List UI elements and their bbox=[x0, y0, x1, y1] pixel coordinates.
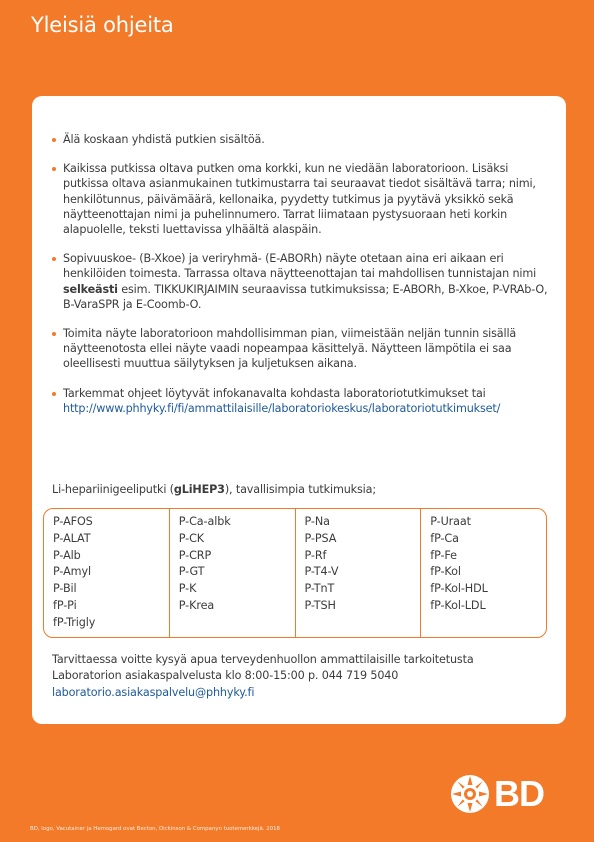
instructions-card bbox=[32, 96, 566, 724]
test-item: P-CK bbox=[178, 531, 205, 545]
test-item: fP-Ca bbox=[430, 531, 459, 545]
test-item: fP-Kol bbox=[430, 565, 461, 579]
laboratory-tests-link[interactable]: http://www.phhyky.fi/fi/ammattilaisille/laboratoriokeskus/laboratoriotutkimukset/ bbox=[63, 401, 501, 415]
emphasis-text: selkeästi bbox=[63, 282, 118, 296]
tests-column bbox=[170, 509, 296, 637]
tests-table bbox=[43, 508, 547, 638]
trademark-footnote: BD, logo, Vacutainer ja Hemogard ovat Becton, Dickinson & Companyn tuotemerkkejä. 2018 bbox=[30, 826, 280, 832]
test-item: P-K bbox=[178, 582, 197, 596]
contact-line: Laboratorion asiakaspalvelusta klo 8:00-15:00 p. 044 719 5040 bbox=[52, 669, 399, 683]
page-title: Yleisiä ohjeita bbox=[31, 13, 174, 37]
test-item: P-Amyl bbox=[53, 565, 91, 579]
contact-info bbox=[52, 652, 552, 701]
test-item: fP-Kol-HDL bbox=[430, 582, 488, 596]
test-item: P-Uraat bbox=[430, 515, 471, 528]
list-item: Älä koskaan yhdistä putkien sisältöä. bbox=[51, 132, 551, 147]
tests-column bbox=[296, 509, 422, 637]
test-item: P-Bil bbox=[53, 582, 77, 596]
bd-logo bbox=[450, 772, 544, 816]
contact-line: Tarvittaessa voitte kysyä apua terveydenhuollon ammattilaisille tarkoitetusta bbox=[52, 653, 474, 666]
test-item: fP-Kol-LDL bbox=[430, 598, 486, 612]
bd-starburst-icon bbox=[450, 774, 490, 814]
instructions-list bbox=[51, 132, 551, 430]
test-item: P-TSH bbox=[304, 598, 336, 612]
test-item: P-CRP bbox=[178, 548, 212, 562]
test-item: fP-Fe bbox=[430, 548, 457, 562]
list-item: Kaikissa putkissa oltava putken oma korkki, kun ne viedään laboratorioon. Lisäksi putkissa oltava asianmukainen tutkimustarra tai seuraavat tiedot sisältävä tarra; nimi, henkilötunnus, päivämäärä, kellonaika, pyydetty tutkimus ja pyytävä yksikkö sekä näytteenottajan nimi ja puhelinnumero. Tarrat liimataan pystysuoraan heti korkin alapuolelle, teksti luettavissa ylhäältä alaspäin. bbox=[51, 161, 551, 237]
test-item: P-GT bbox=[178, 565, 205, 579]
test-item: P-ALAT bbox=[53, 531, 91, 545]
tests-column bbox=[421, 509, 546, 637]
test-item: P-Ca-albk bbox=[178, 515, 231, 528]
test-item: P-AFOS bbox=[53, 515, 93, 528]
test-item: P-PSA bbox=[304, 531, 337, 545]
test-item: P-Rf bbox=[304, 548, 327, 562]
logo-text: BD bbox=[494, 773, 544, 814]
test-item: P-Krea bbox=[178, 598, 215, 612]
test-item: P-TnT bbox=[304, 582, 335, 596]
test-item: P-T4-V bbox=[304, 565, 339, 579]
test-item: fP-Pi bbox=[53, 598, 77, 612]
test-item: P-Alb bbox=[53, 548, 81, 562]
list-item: Sopivuuskoe- (B-Xkoe) ja veriryhmä- (E-ABORh) näyte otetaan aina eri aikaan eri henkilöiden toimesta. Tarrassa oltava näytteenottajan tai mahdollisen tunnistajan nimi selkeästi esim. TIKKUKIRJAIMIN seuraavissa tutkimuksissa; E-ABORh, B-Xkoe, P-VRAb-O, B-VaraSPR ja E-Coomb-O. bbox=[51, 251, 551, 312]
tests-heading: Li-hepariinigeeliputki (gLiHEP3), tavallisimpia tutkimuksia; bbox=[52, 483, 376, 496]
list-item: Tarkemmat ohjeet löytyvät infokanavalta kohdasta laboratoriotutkimukset tai http://www.phhyky.fi/fi/ammattilaisille/laboratoriokeskus/laboratoriotutkimukset/ bbox=[51, 386, 551, 416]
test-item: P-Na bbox=[304, 515, 330, 528]
contact-email-link[interactable]: laboratorio.asiakaspalvelu@phhyky.fi bbox=[52, 685, 255, 699]
list-item: Toimita näyte laboratorioon mahdollisimman pian, viimeistään neljän tunnin sisällä näytteenotosta ellei näyte vaadi nopeampaa käsittelyä. Näytteen lämpötila ei saa oleellisesti muuttua säilytyksen ja kuljetuksen aikana. bbox=[51, 326, 551, 372]
tests-column bbox=[44, 509, 170, 637]
test-item: fP-Trigly bbox=[53, 615, 96, 629]
